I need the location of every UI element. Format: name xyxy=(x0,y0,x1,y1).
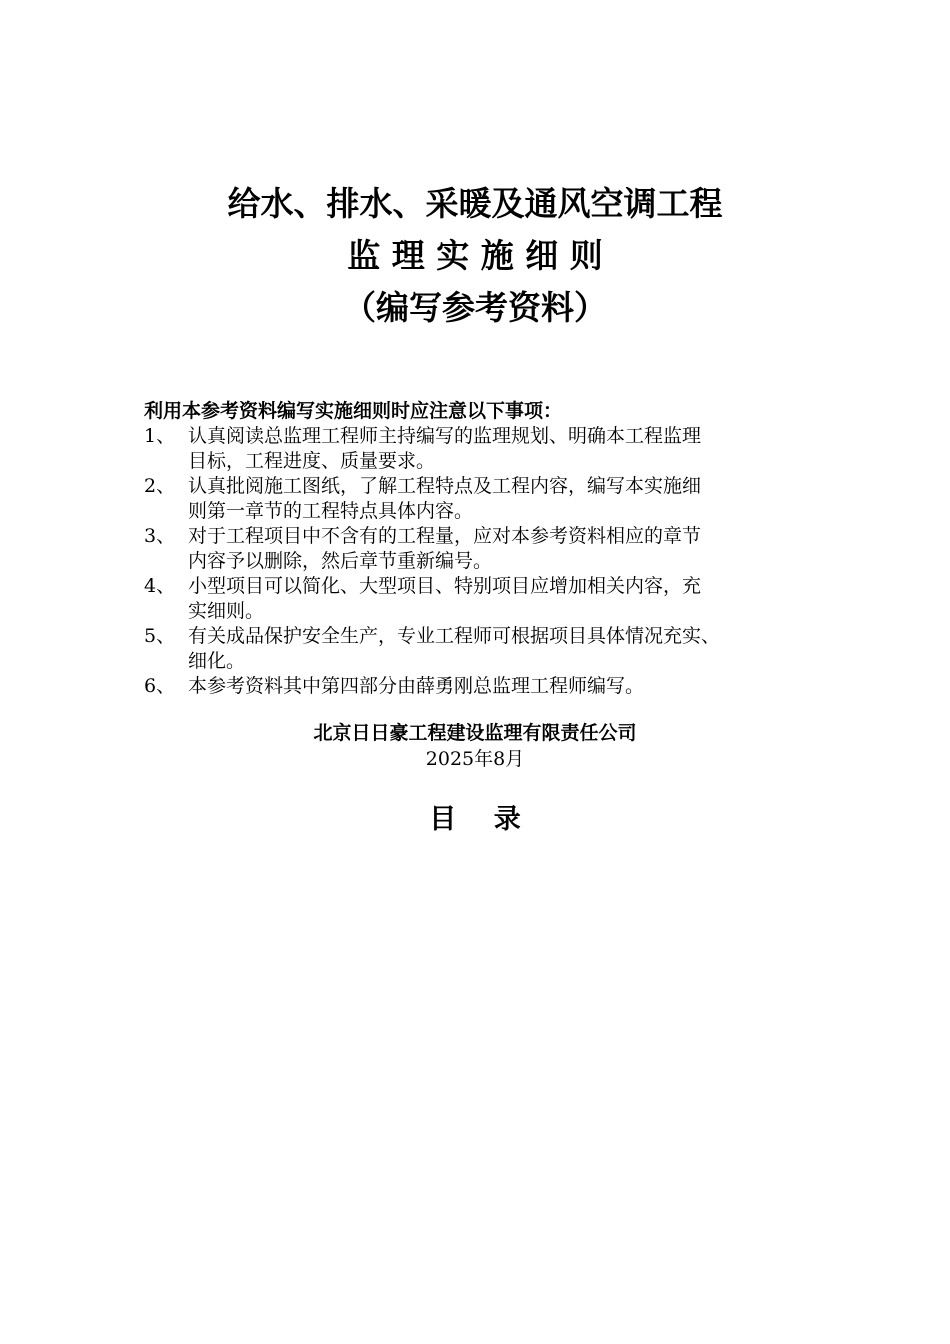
note-item xyxy=(144,674,844,699)
note-text: 对于工程项目中不含有的工程量，应对本参考资料相应的章节 内容予以删除，然后章节重新编号。 xyxy=(188,525,702,572)
note-number: 5、 xyxy=(144,625,176,647)
toc-title: 目 录 xyxy=(429,804,521,835)
title-block xyxy=(0,178,950,334)
note-number: 1、 xyxy=(144,425,176,447)
note-text: 认真阅读总监理工程师主持编写的监理规划、明确本工程监理 目标，工程进度、质量要求。 xyxy=(188,425,702,472)
note-item xyxy=(144,474,844,524)
note-text: 小型项目可以简化、大型项目、特别项目应增加相关内容，充 实细则。 xyxy=(188,575,702,622)
title-line-3: （编写参考资料） xyxy=(343,288,607,327)
title-line-2: 监 理 实 施 细 则 xyxy=(347,236,603,275)
company-name: 北京日日豪工程建设监理有限责任公司 xyxy=(313,722,637,744)
note-number: 3、 xyxy=(144,525,176,547)
note-number: 6、 xyxy=(144,675,176,697)
note-number: 4、 xyxy=(144,575,176,597)
note-item xyxy=(144,624,844,674)
note-text: 有关成品保护安全生产，专业工程师可根据项目具体情况充实、 细化。 xyxy=(188,625,721,672)
note-item xyxy=(144,574,844,624)
notes-section xyxy=(144,398,844,699)
note-text: 认真批阅施工图纸，了解工程特点及工程内容，编写本实施细 则第一章节的工程特点具体内容。 xyxy=(188,475,702,522)
note-number: 2、 xyxy=(144,475,176,497)
notes-heading: 利用本参考资料编写实施细则时应注意以下事项： xyxy=(144,400,563,422)
note-item xyxy=(144,524,844,574)
note-item xyxy=(144,424,844,474)
note-text: 本参考资料其中第四部分由薛勇刚总监理工程师编写。 xyxy=(188,675,645,697)
issuer-block xyxy=(0,720,950,772)
issue-date: 2025年8月 xyxy=(425,748,525,770)
title-line-1: 给水、排水、采暖及通风空调工程 xyxy=(227,184,723,223)
